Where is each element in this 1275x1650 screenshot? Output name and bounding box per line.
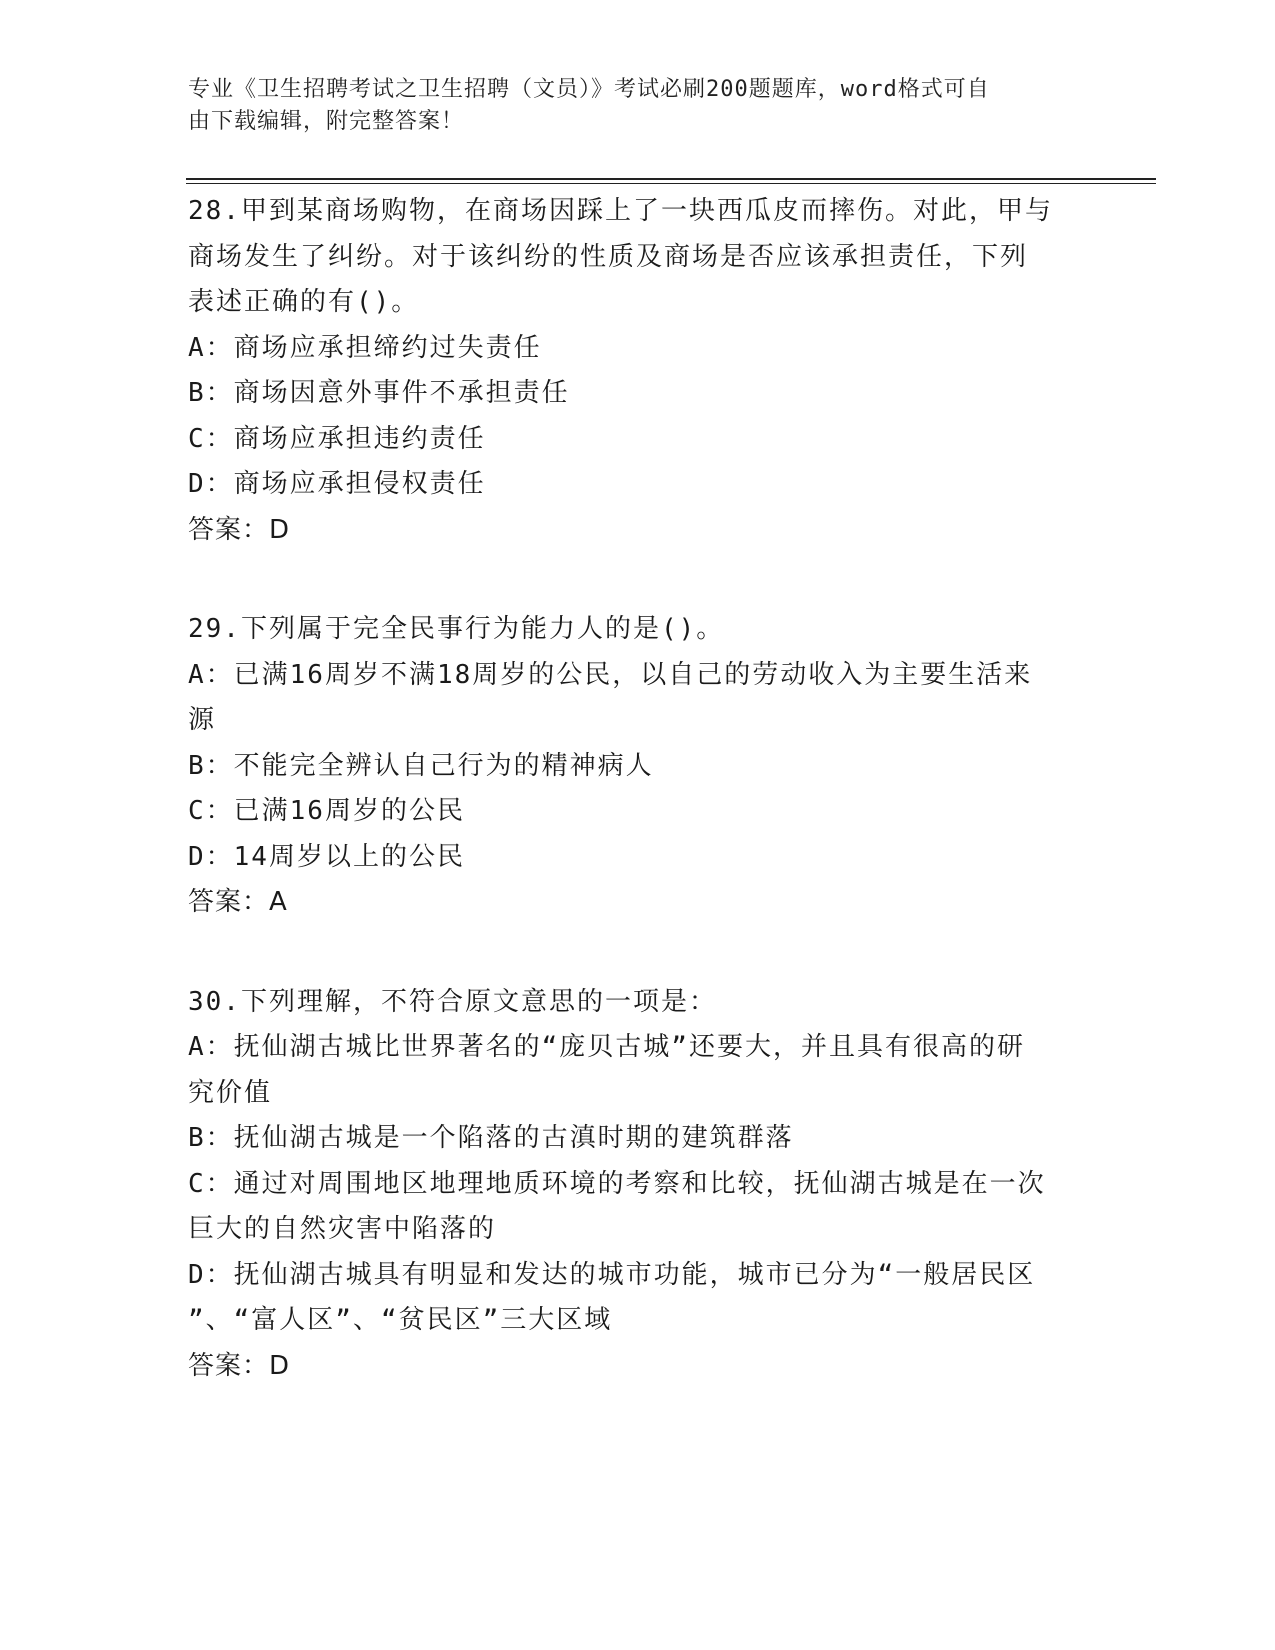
option-d: D：抚仙湖古城具有明显和发达的城市功能，城市已分为“一般居民区 [188,1259,1036,1290]
option-c: C：已满16周岁的公民 [188,796,465,826]
option-c: C：通过对周围地区地理地质环境的考察和比较，抚仙湖古城是在一次 [188,1168,1046,1199]
option-a-continued: 源 [188,705,217,735]
answer-label: 答案：D [188,514,291,545]
question-28 [188,189,1088,553]
question-list [188,189,1088,1443]
header-divider-thin [186,183,1156,184]
question-stem-line: 30.下列理解，不符合原文意思的一项是： [188,986,717,1017]
option-d: D：商场应承担侵权责任 [188,469,486,499]
option-b: B：不能完全辨认自己行为的精神病人 [188,750,654,781]
option-c: C：商场应承担违约责任 [188,423,486,454]
header-line-1: 专业《卫生招聘考试之卫生招聘（文员）》考试必刷200题题库，word格式可自 [188,77,990,102]
document-header [188,74,1068,138]
question-stem-line: 29.下列属于完全民事行为能力人的是()。 [188,614,725,644]
answer-label: 答案：A [188,887,288,917]
option-a: A：已满16周岁不满18周岁的公民，以自己的劳动收入为主要生活来 [188,659,1033,690]
answer-label: 答案：D [188,1350,291,1381]
option-d-continued: ”、“富人区”、“贫民区”三大区域 [188,1305,613,1335]
option-b: B：商场因意外事件不承担责任 [188,378,570,408]
option-c-continued: 巨大的自然灾害中陷落的 [188,1214,497,1244]
question-stem-line: 商场发生了纠纷。对于该纠纷的性质及商场是否应该承担责任，下列 [188,241,1029,272]
option-b: B：抚仙湖古城是一个陷落的古滇时期的建筑群落 [188,1123,794,1153]
question-29 [188,607,1088,926]
question-stem-line: 表述正确的有()。 [188,287,420,317]
option-a: A：商场应承担缔约过失责任 [188,332,542,363]
header-divider-thick [186,178,1156,180]
option-d: D：14周岁以上的公民 [188,841,465,872]
option-a: A：抚仙湖古城比世界著名的“庞贝古城”还要大，并且具有很高的研 [188,1032,1025,1062]
header-line-2: 由下载编辑，附完整答案！ [188,109,465,134]
question-30 [188,980,1088,1390]
question-stem-line: 28.甲到某商场购物，在商场因踩上了一块西瓜皮而摔伤。对此，甲与 [188,196,1053,226]
option-a-continued: 究价值 [188,1077,273,1108]
